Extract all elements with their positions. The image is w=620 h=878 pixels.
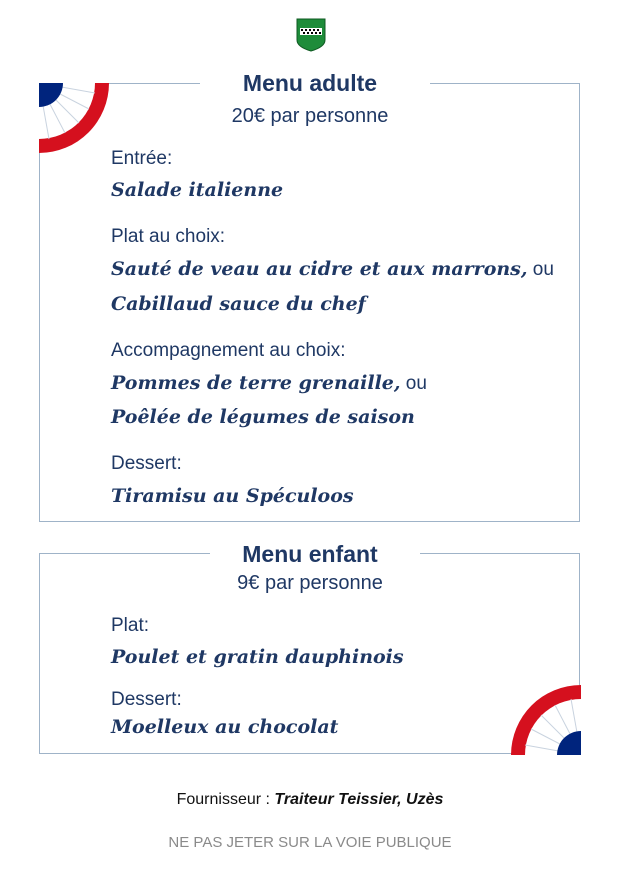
disposal-notice: NE PAS JETER SUR LA VOIE PUBLIQUE <box>168 834 452 851</box>
adult-menu-title: Menu adulte <box>242 70 378 96</box>
adult-dessert-dish: Tiramisu au Spéculoos <box>111 485 354 507</box>
or-text: ou <box>400 373 427 394</box>
side-dish-option-1: Pommes de terre grenaille, ou <box>111 372 427 394</box>
adult-dessert-label: Dessert: <box>111 453 182 474</box>
side-choice-label: Accompagnement au choix: <box>111 340 346 361</box>
supplier-label: Fournisseur : <box>176 791 275 808</box>
child-menu-title: Menu enfant <box>242 541 378 567</box>
supplier-line <box>0 791 620 809</box>
main-dish-option-2: Cabillaud sauce du chef <box>111 293 366 315</box>
main-dish-option-1: Sauté de veau au cidre et aux marrons, ou <box>111 258 554 280</box>
child-dessert-dish: Moelleux au chocolat <box>111 716 339 738</box>
child-main-dish: Poulet et gratin dauphinois <box>111 646 404 668</box>
side-dish-option-2: Poêlée de légumes de saison <box>111 406 415 428</box>
supplier-name: Traiteur Teissier, Uzès <box>274 791 444 808</box>
crest-icon <box>296 18 326 52</box>
child-main-label: Plat: <box>111 615 150 636</box>
main-choice-label: Plat au choix: <box>111 226 226 247</box>
or-text: ou <box>527 259 554 280</box>
child-menu-price: 9€ par personne <box>237 572 383 594</box>
starter-dish: Salade italienne <box>111 179 284 201</box>
adult-menu-price: 20€ par personne <box>231 105 389 127</box>
child-dessert-label: Dessert: <box>111 689 182 710</box>
starter-label: Entrée: <box>111 148 173 169</box>
tricolor-rosette-icon <box>511 685 581 755</box>
